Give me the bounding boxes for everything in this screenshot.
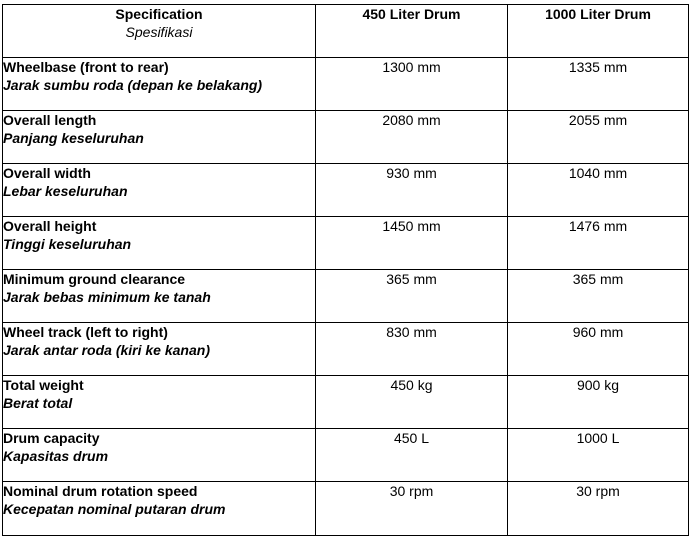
table-row	[3, 482, 689, 536]
row-label-english: Overall width	[3, 165, 91, 181]
row-label-english: Nominal drum rotation speed	[3, 483, 198, 499]
row-label-english: Overall height	[3, 218, 97, 234]
row-label-english: Total weight	[3, 377, 84, 393]
row-label-english: Overall length	[3, 112, 97, 128]
row-label	[3, 217, 316, 270]
table-row	[3, 429, 689, 482]
row-label-indonesian: Kecepatan nominal putaran drum	[3, 501, 226, 517]
value-450-drum: 450 L	[316, 429, 508, 482]
row-label	[3, 58, 316, 111]
header-1000-liter-drum: 1000 Liter Drum	[508, 5, 689, 58]
row-label	[3, 323, 316, 376]
value-450-drum: 1450 mm	[316, 217, 508, 270]
value-1000-drum: 1000 L	[508, 429, 689, 482]
value-450-drum: 830 mm	[316, 323, 508, 376]
value-450-drum: 365 mm	[316, 270, 508, 323]
value-450-drum: 2080 mm	[316, 111, 508, 164]
row-label	[3, 270, 316, 323]
row-label-english: Minimum ground clearance	[3, 271, 186, 287]
specification-table	[2, 4, 689, 536]
row-label-indonesian: Jarak sumbu roda (depan ke belakang)	[3, 77, 263, 93]
row-label-indonesian: Lebar keseluruhan	[3, 183, 128, 199]
value-1000-drum: 960 mm	[508, 323, 689, 376]
value-1000-drum: 30 rpm	[508, 482, 689, 536]
value-1000-drum: 2055 mm	[508, 111, 689, 164]
row-label-indonesian: Tinggi keseluruhan	[3, 236, 132, 252]
value-450-drum: 450 kg	[316, 376, 508, 429]
value-450-drum: 1300 mm	[316, 58, 508, 111]
row-label	[3, 376, 316, 429]
row-label-indonesian: Jarak bebas minimum ke tanah	[3, 289, 211, 305]
table-row	[3, 58, 689, 111]
row-label	[3, 429, 316, 482]
header-450-liter-drum: 450 Liter Drum	[316, 5, 508, 58]
value-1000-drum: 365 mm	[508, 270, 689, 323]
value-450-drum: 30 rpm	[316, 482, 508, 536]
table-row	[3, 270, 689, 323]
value-1000-drum: 1476 mm	[508, 217, 689, 270]
table-row	[3, 164, 689, 217]
table-row	[3, 323, 689, 376]
row-label	[3, 482, 316, 536]
table-row	[3, 111, 689, 164]
row-label-english: Wheel track (left to right)	[3, 324, 168, 340]
value-1000-drum: 1335 mm	[508, 58, 689, 111]
table-row	[3, 217, 689, 270]
row-label-english: Drum capacity	[3, 430, 100, 446]
row-label-indonesian: Panjang keseluruhan	[3, 130, 144, 146]
row-label-english: Wheelbase (front to rear)	[3, 59, 169, 75]
row-label-indonesian: Berat total	[3, 395, 73, 411]
row-label	[3, 111, 316, 164]
value-1000-drum: 1040 mm	[508, 164, 689, 217]
table-header-row	[3, 5, 689, 58]
value-450-drum: 930 mm	[316, 164, 508, 217]
header-specification-label: Specification	[115, 6, 203, 22]
header-specification-translation: Spesifikasi	[125, 24, 193, 40]
row-label-indonesian: Jarak antar roda (kiri ke kanan)	[3, 342, 210, 358]
value-1000-drum: 900 kg	[508, 376, 689, 429]
row-label-indonesian: Kapasitas drum	[3, 448, 109, 464]
header-specification	[3, 5, 316, 58]
table-row	[3, 376, 689, 429]
row-label	[3, 164, 316, 217]
